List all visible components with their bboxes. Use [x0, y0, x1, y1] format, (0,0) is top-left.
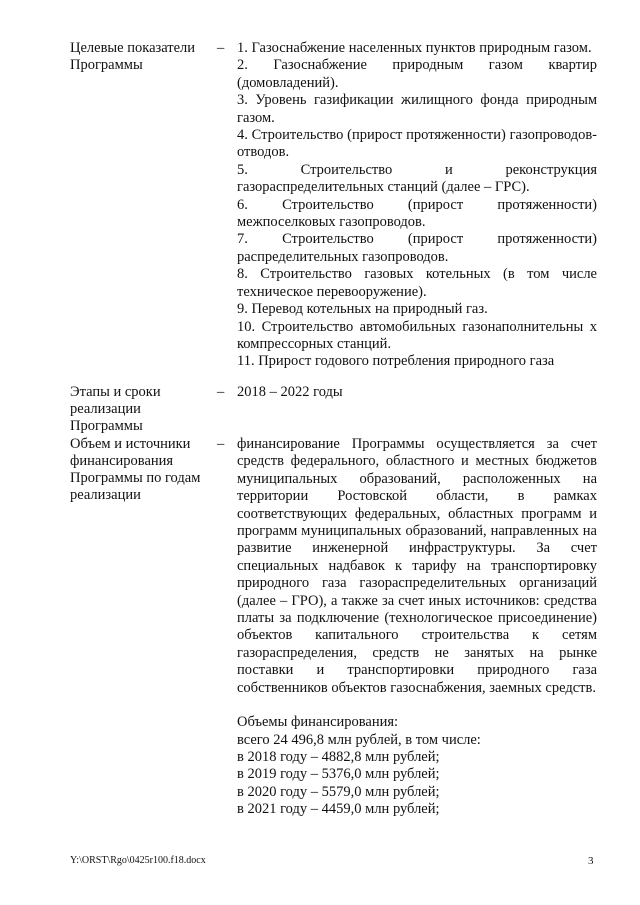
indicator-item: 10. Строительство автомобильных газонаполнительны х компрессорных станций.	[237, 318, 597, 352]
section-label	[70, 384, 210, 435]
dash-separator: –	[217, 384, 225, 400]
indicator-item: 4. Строительство (прирост протяженности) газопроводов-отводов.	[237, 127, 597, 161]
section-value	[237, 40, 597, 371]
section-value	[237, 436, 597, 819]
funding-line: Объемы финансирования:	[237, 714, 399, 731]
dash-separator: –	[217, 40, 225, 56]
section-value	[237, 384, 597, 401]
label-line: реализации	[70, 401, 141, 417]
label-line: Программы по годам	[70, 470, 201, 486]
indicator-item: 2. Газоснабжение природным газом квартир (домовладений).	[237, 57, 597, 91]
label-line: Объем и источники	[70, 436, 191, 452]
indicator-item: 1. Газоснабжение населенных пунктов природным газом.	[237, 40, 592, 56]
funding-line: в 2020 году – 5579,0 млн рублей;	[237, 783, 440, 800]
spacer	[237, 697, 597, 714]
indicator-item: 11. Прирост годового потребления природного газа	[237, 353, 555, 370]
funding-line: в 2018 году – 4882,8 млн рублей;	[237, 748, 440, 765]
funding-line: всего 24 496,8 млн рублей, в том числе:	[237, 731, 481, 748]
section-label	[70, 40, 210, 74]
label-line: Программы	[70, 418, 143, 434]
funding-line: в 2019 году – 5376,0 млн рублей;	[237, 766, 440, 783]
indicator-item: 5. Строительство и реконструкция газораспределительных станций (далее – ГРС).	[237, 161, 597, 196]
label-line: финансирования	[70, 453, 174, 469]
page-number: 3	[588, 855, 594, 867]
label-line: реализации	[70, 487, 141, 503]
footer-file-path: Y:\ORST\Rgo\0425r100.f18.docx	[70, 855, 206, 866]
indicator-item: 6. Строительство (прирост протяженности) межпоселковых газопроводов.	[237, 196, 597, 231]
section-label	[70, 436, 210, 504]
funding-line: в 2021 году – 4459,0 млн рублей;	[237, 801, 440, 818]
label-line: Этапы и сроки	[70, 384, 161, 400]
funding-paragraph: финансирование Программы осуществляется за счет средств федерального, областного и местных бюджетов муниципальных образований, расположенных на территории Ростовской области, в рамках соответствующих федеральных, областных программ и программ муниципальных образований, направленных на развитие инженерной инфраструктуры. За счет специальных надбавок к тарифу на транспортировку природного газа газораспределительных организаций (далее – ГРО), а также за счет иных источников: средства платы за подключение (технологическое присоединение) объектов капитального строительства к сетям газораспределения, средств не занятых на рынке поставки и транспортировки природного газа собственников объектов газоснабжения, заемных средств.	[237, 436, 597, 696]
indicator-item: 8. Строительство газовых котельных (в том числе техническое перевооружение).	[237, 266, 597, 300]
label-line: Целевые показатели	[70, 40, 196, 56]
dash-separator: –	[217, 436, 225, 452]
indicator-item: 9. Перевод котельных на природный газ.	[237, 301, 488, 318]
indicator-item: 3. Уровень газификации жилищного фонда природным газом.	[237, 92, 597, 126]
label-line: Программы	[70, 57, 143, 73]
indicator-item: 7. Строительство (прирост протяженности) распределительных газопроводов.	[237, 231, 597, 265]
term-item: 2018 – 2022 годы	[237, 384, 343, 400]
